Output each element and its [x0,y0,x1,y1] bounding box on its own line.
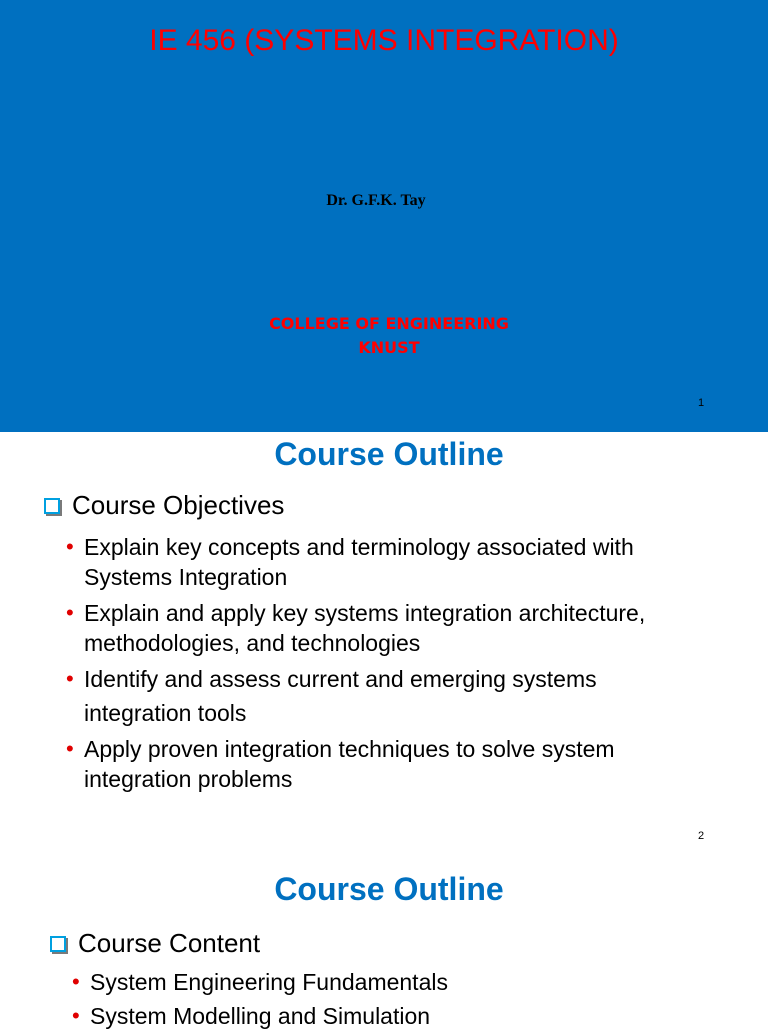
list-item [64,734,754,794]
bullet-text: System Modelling and Simulation [90,1003,431,1029]
bullet-text: Explain and apply key systems integration architecture, [84,600,646,626]
bullet-icon: • [72,1003,80,1028]
bullet-text: Apply proven integration techniques to solve system [84,736,615,762]
checkbox-square-icon [50,936,66,952]
objectives-list [64,532,754,794]
heading-label: Course Objectives [72,490,285,520]
bullet-icon: • [66,666,74,691]
bullet-icon: • [66,534,74,559]
bullet-icon: • [66,600,74,625]
college-line: COLLEGE OF ENGINEERING [269,314,509,333]
list-item [70,1001,760,1031]
bullet-text: Systems Integration [84,564,288,590]
institution-line: KNUST [358,338,420,357]
section-heading [44,490,284,521]
page-number: 1 [698,397,705,409]
bullet-text: Explain key concepts and terminology associated with [84,534,634,560]
list-item [70,967,760,997]
list-item [64,598,754,658]
checkbox-square-icon [44,498,60,514]
author-name: Dr. G.F.K. Tay [326,192,426,209]
course-title: IE 456 (SYSTEMS INTEGRATION) [149,24,619,57]
bullet-text: System Engineering Fundamentals [90,969,448,995]
slide-title: Course Outline [274,436,504,472]
bullet-icon: • [72,969,80,994]
bullet-text: Identify and assess current and emerging systems [84,666,597,692]
slide-title: Course Outline [274,871,504,907]
bullet-text: integration problems [84,766,293,792]
bullet-icon: • [66,736,74,761]
bullet-text: integration tools [84,700,247,726]
title-slide [0,0,768,432]
list-item [64,664,754,728]
section-heading [50,928,260,959]
bullet-text: methodologies, and technologies [84,630,421,656]
content-list [70,967,760,1031]
heading-label: Course Content [78,928,261,958]
college-name [0,312,768,360]
list-item [64,532,754,592]
page-number: 2 [698,830,705,842]
